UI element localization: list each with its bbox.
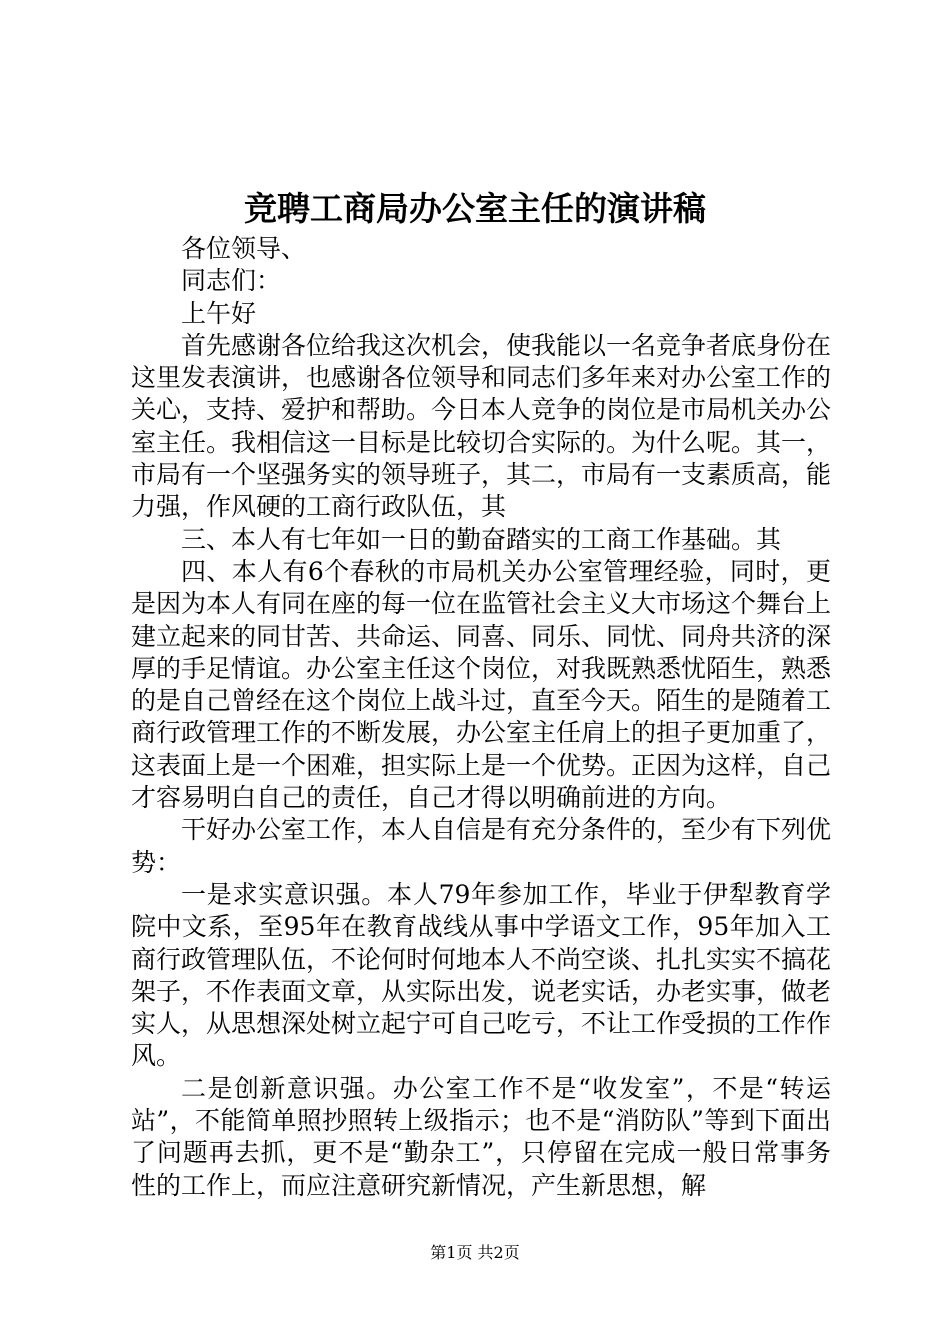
- paragraph-advantages-intro: 干好办公室工作，本人自信是有充分条件的，至少有下列优势：: [131, 815, 832, 877]
- paragraph-advantage-one: 一是求实意识强。本人79年参加工作，毕业于伊犁教育学院中文系，至95年在教育战线从事中学语文工作，95年加入工商行政管理队伍，不论何时何地本人不尚空谈、扎扎实实不搞花架子，不作表面文章，从实际出发，说老实话，办老实事，做老实人，从思想深处树立起宁可自己吃亏，不让工作受损的工作作风。: [131, 879, 832, 1071]
- salutation-comrades: 同志们：: [181, 266, 282, 296]
- salutation-leaders: 各位领导、: [181, 234, 307, 263]
- greeting: 上午好: [181, 298, 257, 328]
- page-title: 竞聘工商局办公室主任的演讲稿: [244, 189, 706, 228]
- page-footer: 第1页 共2页: [430, 1243, 520, 1262]
- paragraph-advantage-two: 二是创新意识强。办公室工作不是“收发室”，不是“转运站”，不能简单照抄照转上级指示；也不是“消防队”等到下面出了问题再去抓，更不是“勤杂工”，只停留在完成一般日常事务性的工作上，而应注意研究新情况，产生新思想，解: [131, 1073, 831, 1200]
- document-body: [131, 233, 831, 1202]
- paragraph-third-reason: 三、本人有七年如一日的勤奋踏实的工商工作基础。其: [181, 524, 782, 554]
- paragraph-intro: 首先感谢各位给我这次机会，使我能以一名竞争者底身份在这里发表演讲，也感谢各位领导和同志们多年来对办公室工作的关心，支持、爱护和帮助。今日本人竞争的岗位是市局机关办公室主任。我相信这一目标是比较切合实际的。为什么呢。其一，市局有一个坚强务实的领导班子，其二，市局有一支素质高，能力强，作风硬的工商行政队伍，其: [131, 330, 832, 522]
- paragraph-fourth-reason: 四、本人有6个春秋的市局机关办公室管理经验，同时，更是因为本人有同在座的每一位在监管社会主义大市场这个舞台上建立起来的同甘苦、共命运、同喜、同乐、同忧、同舟共济的深厚的手足情谊。办公室主任这个岗位，对我既熟悉忧陌生，熟悉的是自己曾经在这个岗位上战斗过，直至今天。陌生的是随着工商行政管理工作的不断发展，办公室主任肩上的担子更加重了，这表面上是一个困难，担实际上是一个优势。正因为这样，自己才容易明白自己的责任，自己才得以明确前进的方向。: [131, 556, 832, 813]
